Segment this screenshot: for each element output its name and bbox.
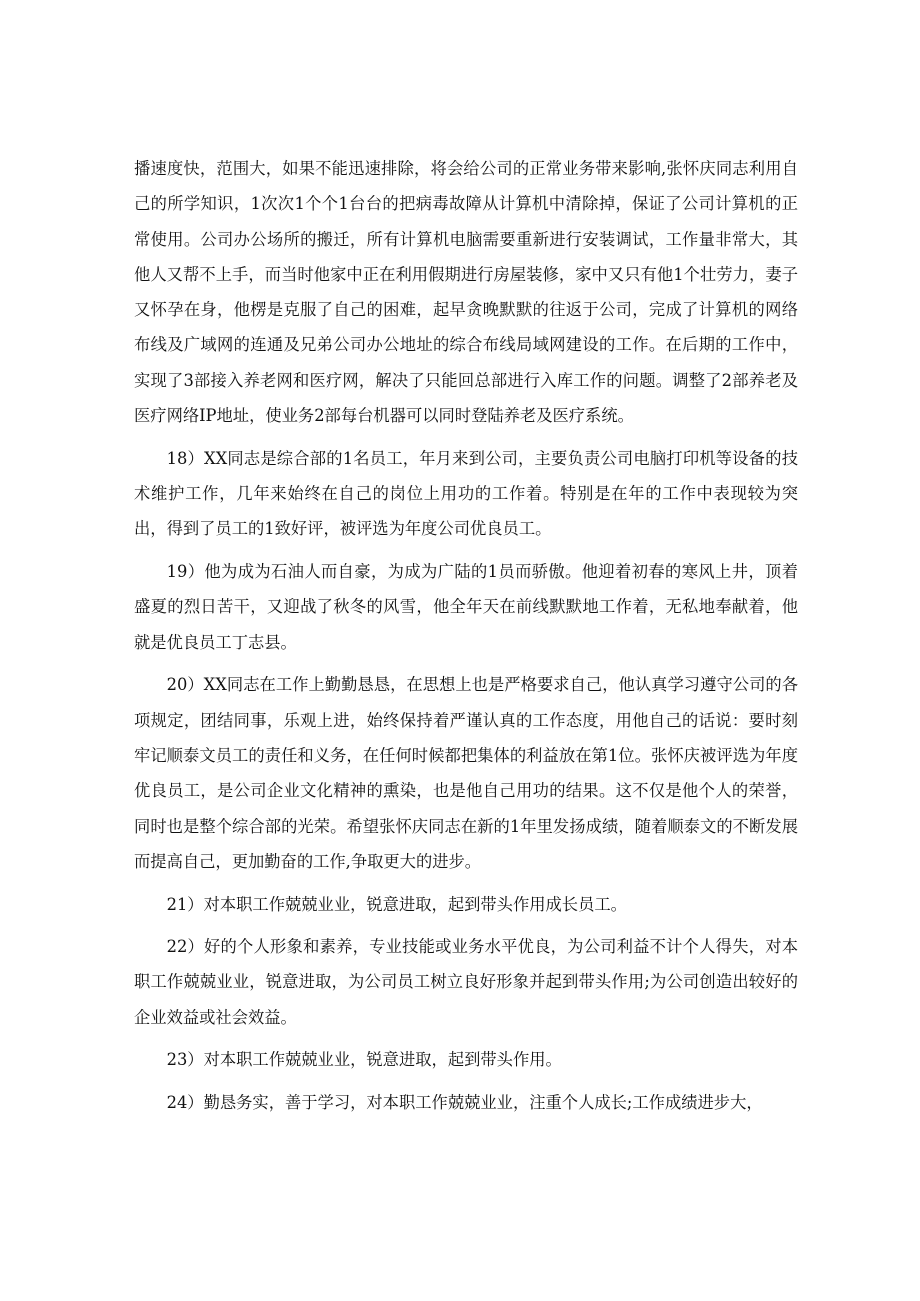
- document-body: [134, 151, 798, 1120]
- paragraph-24: 24）勤恳务实，善于学习，对本职工作兢兢业业，注重个人成长;工作成绩进步大，: [166, 1093, 763, 1113]
- paragraph-18: 18）XX同志是综合部的1名员工，年月来到公司，主要负责公司电脑打印机等设备的技术维护工作，几年来始终在自己的岗位上用功的工作着。特别是在年的工作中表现较为突出，得到了员工的1致好评，被评选为年度公司优良员工。: [134, 448, 798, 539]
- paragraph-19: 19）他为成为石油人而自豪，为成为广陆的1员而骄傲。他迎着初春的寒风上井，顶着盛夏的烈日苦干，又迎战了秋冬的风雪，他全年天在前线默默地工作着，无私地奉献着，他就是优良员工丁志县。: [134, 562, 798, 652]
- paragraph-continued: 播速度快，范围大，如果不能迅速排除，将会给公司的正常业务带来影响,张怀庆同志利用自己的所学知识，1次次1个个1台台的把病毒故障从计算机中清除掉，保证了公司计算机的正常使用。公司办公场所的搬迁，所有计算机电脑需要重新进行安装调试，工作量非常大，其他人又帮不上手，而当时他家中正在利用假期进行房屋装修，家中又只有他1个壮劳力，妻子又怀孕在身，他楞是克服了自己的困难，起早贪晚默默的往返于公司，完成了计算机的网络布线及广域网的连通及兄弟公司办公地址的综合布线局域网建设的工作。在后期的工作中，实现了3部接入养老网和医疗网，解决了只能回总部进行入库工作的问题。调整了2部养老及医疗网络IP地址，使业务2部每台机器可以同时登陆养老及医疗系统。: [134, 159, 798, 426]
- paragraph-21: 21）对本职工作兢兢业业，锐意进取，起到带头作用成长员工。: [166, 894, 627, 914]
- paragraph-23: 23）对本职工作兢兢业业，锐意进取，起到带头作用。: [166, 1050, 562, 1070]
- paragraph-22: 22）好的个人形象和素养，专业技能或业务水平优良，为公司利益不计个人得失，对本职工作兢兢业业，锐意进取，为公司员工树立良好形象并起到带头作用;为公司创造出较好的企业效益或社会效益。: [134, 937, 798, 1027]
- paragraph-20: 20）XX同志在工作上勤勤恳恳，在思想上也是严格要求自己，他认真学习遵守公司的各项规定，团结同事，乐观上进，始终保持着严谨认真的工作态度，用他自己的话说：要时刻牢记顺泰文员工的责任和义务，在任何时候都把集体的利益放在第1位。张怀庆被评选为年度优良员工，是公司企业文化精神的熏染，也是他自己用功的结果。这不仅是他个人的荣誉，同时也是整个综合部的光荣。希望张怀庆同志在新的1年里发扬成绩，随着顺泰文的不断发展而提高自己，更加勤奋的工作,争取更大的进步。: [134, 675, 798, 871]
